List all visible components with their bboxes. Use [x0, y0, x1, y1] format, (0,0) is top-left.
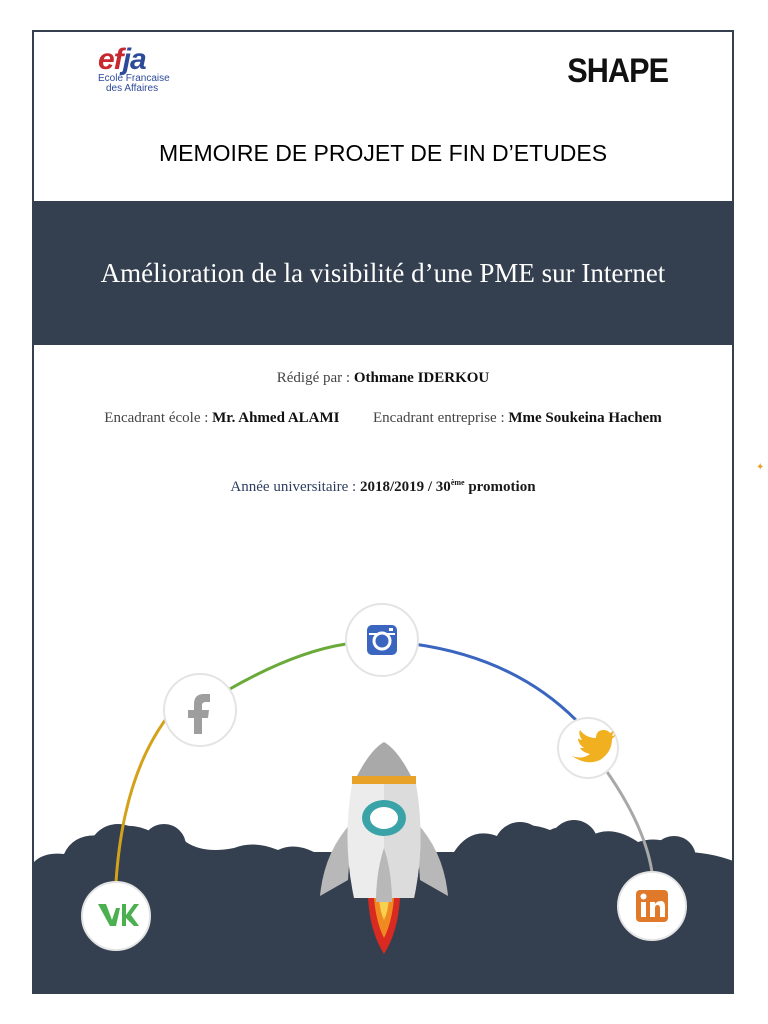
school-logo-subtitle: Ecole Francaise des Affaires: [98, 73, 170, 94]
academic-year-line: [34, 478, 732, 496]
school-logo-mark: efja: [98, 43, 146, 76]
company-supervisor-name: Mme Soukeina Hachem: [508, 410, 662, 426]
company-supervisor-label: Encadrant entreprise :: [373, 410, 505, 426]
document-title: Amélioration de la visibilité d’une PME sur Internet: [100, 257, 666, 288]
vk-icon: [82, 882, 150, 950]
school-supervisor-name: Mr. Ahmed ALAMI: [212, 410, 340, 426]
instagram-icon: [346, 604, 418, 676]
academic-year-value: 2018/2019 / 30ème promotion: [359, 478, 536, 495]
social-media-rocket-illustration: [34, 562, 734, 994]
document-page: [32, 30, 734, 994]
arc-green: [228, 644, 346, 690]
author-label: Rédigé par :: [276, 370, 351, 386]
twitter-icon: [558, 718, 618, 778]
school-logo: [98, 43, 198, 94]
document-type: MEMOIRE DE PROJET DE FIN D’ETUDES: [158, 140, 608, 166]
author-name: Othmane IDERKOU: [353, 370, 490, 386]
stray-mark: ✦: [756, 462, 765, 473]
company-logo: SHAPE: [567, 52, 668, 90]
linkedin-icon: [618, 872, 686, 940]
school-supervisor-label: Encadrant école :: [104, 410, 209, 426]
academic-year-label: Année universitaire :: [230, 479, 357, 495]
author-line: [34, 370, 732, 387]
facebook-icon: [164, 674, 236, 746]
title-band: [34, 201, 732, 345]
supervisors-line: [34, 410, 732, 427]
arc-blue: [414, 644, 576, 720]
